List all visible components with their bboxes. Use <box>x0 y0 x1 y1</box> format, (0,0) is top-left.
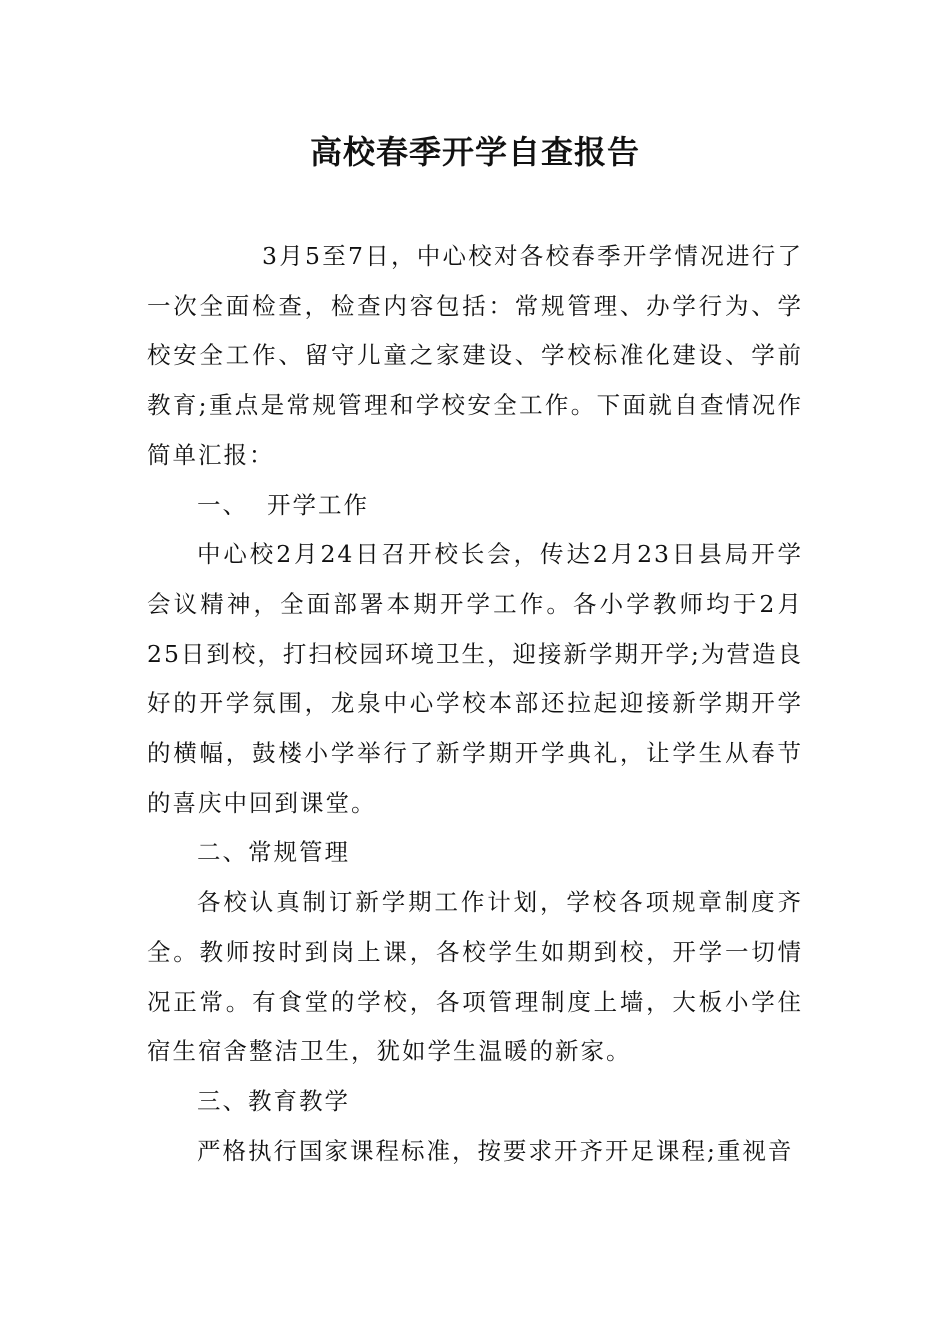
section-heading-routine-management: 二、常规管理 <box>197 838 350 867</box>
section-heading-opening-work: 一、 开学工作 <box>197 490 369 519</box>
document-title: 高校春季开学自查报告 <box>309 133 640 171</box>
section-heading-teaching: 三、教育教学 <box>197 1086 350 1115</box>
paragraph-opening-work: 中心校2月24日召开校长会，传达2月23日县局开学会议精神，全面部署本期开学工作。各小学教师均于2月25日到校，打扫校园环境卫生，迎接新学期开学;为营造良好的开学氛围，龙泉中心学校本部还拉起迎接新学期开学的横幅，鼓楼小学举行了新学期开学典礼，让学生从春节的喜庆中回到课堂。 <box>147 540 803 817</box>
document-body <box>147 232 803 1176</box>
paragraph-routine-management: 各校认真制订新学期工作计划，学校各项规章制度齐全。教师按时到岗上课，各校学生如期到校，开学一切情况正常。有食堂的学校，各项管理制度上墙，大板小学住宿生宿舍整洁卫生，犹如学生温暖的新家。 <box>147 888 803 1066</box>
paragraph-teaching: 严格执行国家课程标准，按要求开齐开足课程;重视音 <box>197 1136 794 1165</box>
paragraph-intro: 3月5至7日，中心校对各校春季开学情况进行了一次全面检查，检查内容包括：常规管理、办学行为、学校安全工作、留守儿童之家建设、学校标准化建设、学前教育;重点是常规管理和学校安全工作。下面就自查情况作简单汇报： <box>147 242 803 469</box>
